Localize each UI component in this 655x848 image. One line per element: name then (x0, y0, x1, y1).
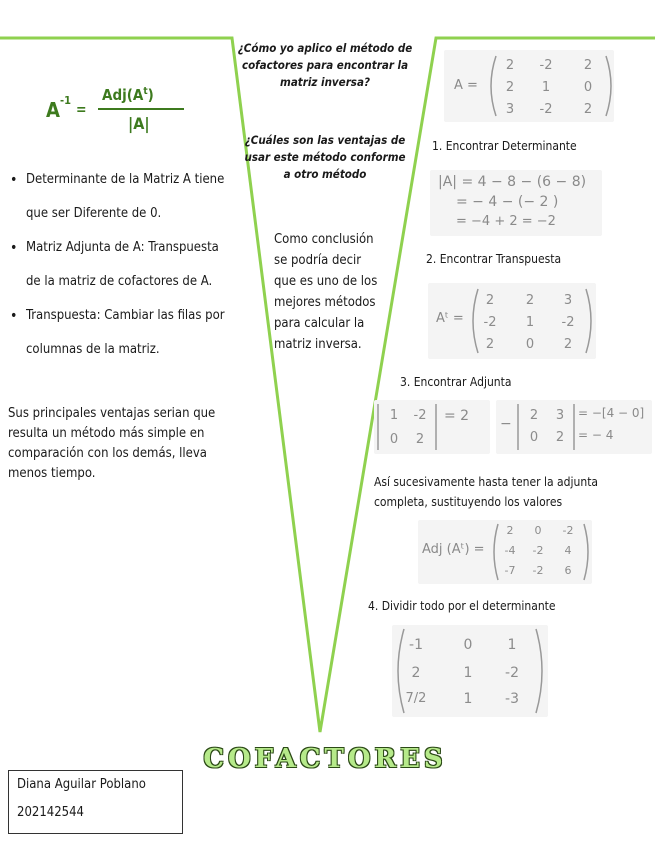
step-3-note: Así sucesivamente hasta tener la adjunta completa, sustituyendo los valores (374, 475, 599, 509)
matrix-a-label: A = (454, 78, 478, 93)
minor-2-result-2: = − 4 (578, 428, 614, 442)
author-id: 202142544 (17, 805, 84, 820)
matrix-cell: 6 (564, 564, 572, 577)
conclusion-text: Como conclusión se podría decir que es uno de los mejores métodos para calcular la matriz inversa. (274, 232, 378, 352)
matrix-cell: -2 (483, 315, 497, 330)
step-3-label: 3. Encontrar Adjunta (400, 375, 512, 389)
advantages-paragraph: Sus principales ventajas serian que resulta un método más simple en comparación con los demás, lleva menos tiempo. (8, 406, 216, 481)
step-4-label: 4. Dividir todo por el determinante (368, 599, 556, 613)
matrix-cell: 0 (389, 432, 399, 447)
matrix-cell: 0 (463, 637, 473, 653)
matrix-cell: 0 (529, 430, 539, 445)
matrix-cell: 0 (583, 80, 593, 95)
formula-eq: = (76, 102, 87, 118)
matrix-cell: 2 (505, 80, 515, 95)
author-name: Diana Aguilar Poblano (17, 777, 146, 792)
matrix-cell: 2 (505, 58, 515, 73)
matrix-cell: 3 (563, 293, 573, 308)
minor-1-result: = 2 (444, 408, 470, 424)
matrix-cell: 2 (525, 293, 535, 308)
det-line: = −4 + 2 = −2 (456, 214, 556, 229)
matrix-cell: -3 (505, 691, 519, 707)
list-item: • Matriz Adjunta de A: Transpuesta de la matriz de cofactores de A. (8, 231, 236, 299)
det-line: |A| = 4 − 8 − (6 − 8) (438, 174, 587, 190)
matrix-adjoint (418, 520, 592, 584)
matrix-cell: 2 (555, 430, 565, 445)
matrix-cell: -2 (505, 665, 519, 681)
matrix-cell: 0 (534, 524, 542, 537)
matrix-cell: -2 (532, 564, 544, 577)
matrix-cell: 7/2 (405, 691, 427, 706)
matrix-cell: -2 (413, 408, 427, 423)
matrix-cell: -2 (561, 315, 575, 330)
matrix-cell: 0 (525, 337, 535, 352)
matrix-cell: -2 (539, 58, 553, 73)
minor-2-sign: − (500, 416, 512, 432)
matrix-cell: 2 (563, 337, 573, 352)
matrix-cell: 2 (583, 58, 593, 73)
matrix-cell: 2 (415, 432, 425, 447)
matrix-inverse (392, 625, 548, 717)
matrix-cell: 1 (463, 691, 473, 707)
requirements-list (8, 163, 236, 367)
fraction-bar (98, 108, 184, 110)
matrix-a (444, 50, 614, 122)
matrix-cell: 3 (505, 102, 515, 117)
minor-1 (374, 400, 490, 454)
matrix-cell: -2 (562, 524, 574, 537)
matrix-transpose (428, 283, 596, 359)
question-advantages: ¿Cuáles son las ventajas de usar este método conforme a otro método (244, 133, 406, 181)
matrix-cell: 1 (389, 408, 399, 423)
matrix-cell: -2 (539, 102, 553, 117)
adj-label: Adj (Aᵗ) = (422, 542, 485, 557)
determinant-calc (430, 170, 602, 236)
matrix-cell: -1 (409, 637, 423, 653)
step-1-label: 1. Encontrar Determinante (432, 139, 577, 153)
matrix-cell: 2 (506, 524, 514, 537)
matrix-cell: 4 (564, 544, 572, 557)
matrix-cell: 1 (463, 665, 473, 681)
matrix-cell: -4 (504, 544, 516, 557)
formula-lhs: A (46, 98, 60, 122)
matrix-cell: 1 (507, 637, 517, 653)
matrix-cell: 1 (541, 80, 551, 95)
matrix-cell: 1 (525, 315, 535, 330)
page-title: COFACTORES (203, 744, 447, 774)
matrix-at-label: Aᵗ = (436, 311, 464, 326)
formula-lhs-exp: -1 (60, 94, 71, 107)
formula-denominator: |A| (128, 114, 150, 133)
list-item: • Transpuesta: Cambiar las filas por columnas de la matriz. (8, 299, 236, 367)
matrix-cell: 3 (555, 408, 565, 423)
matrix-cell: -2 (532, 544, 544, 557)
formula-numerator: $Adj(A^t)$ (102, 86, 154, 104)
author-box (8, 770, 183, 834)
matrix-cell: 2 (411, 665, 421, 681)
matrix-cell: -7 (504, 564, 516, 577)
list-item: • Determinante de la Matriz A tiene que ser Diferente de 0. (8, 163, 236, 231)
matrix-cell: 2 (485, 337, 495, 352)
minor-2 (496, 400, 652, 454)
inverse-formula (46, 82, 186, 142)
det-line: = − 4 − (− 2 ) (456, 194, 559, 210)
minor-2-result-1: = −[4 − 0] (578, 406, 645, 420)
matrix-cell: 2 (583, 102, 593, 117)
question-how: ¿Cómo yo aplico el método de cofactores para encontrar la matriz inversa? (237, 41, 413, 89)
matrix-cell: 2 (529, 408, 539, 423)
step-2-label: 2. Encontrar Transpuesta (426, 252, 562, 266)
matrix-cell: 2 (485, 293, 495, 308)
